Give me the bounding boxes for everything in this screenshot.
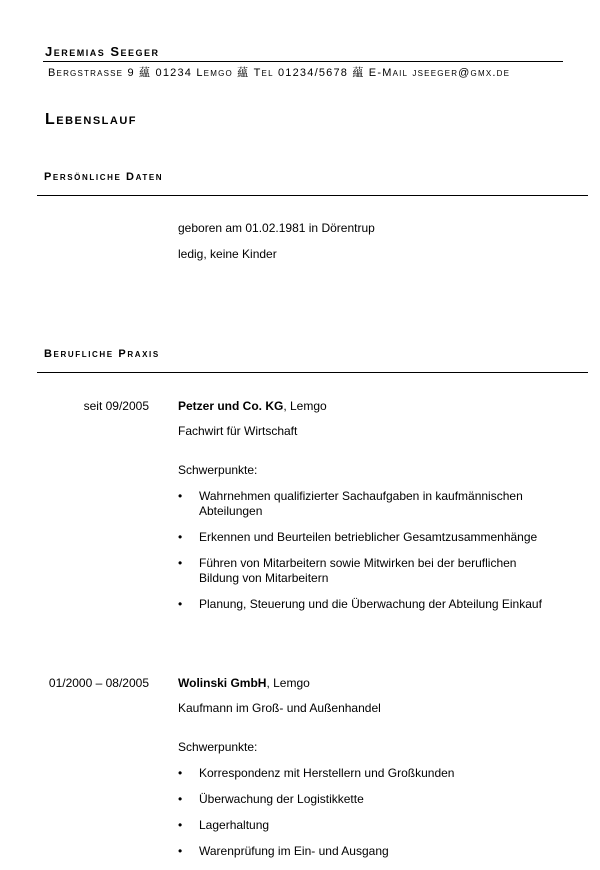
address-line: Bergstrasse 9 蘊 01234 Lemgo 蘊 Tel 01234/5678 蘊 E-Mail jseeger@gmx.de <box>48 67 511 79</box>
focus-list <box>178 489 551 623</box>
list-item: • Führen von Mitarbeitern sowie Mitwirken bei der beruflichen Bildung von Mitarbeitern <box>178 556 551 586</box>
job-employer <box>178 676 310 690</box>
header-name: Jeremias Seeger <box>45 44 160 59</box>
job-date: 01/2000 – 08/2005 <box>48 676 149 690</box>
family-status: ledig, keine Kinder <box>178 247 277 261</box>
header-divider <box>43 61 563 62</box>
list-item: • Überwachung der Logistikkette <box>178 792 551 807</box>
list-item: • Erkennen und Beurteilen betrieblicher Gesamtzusammenhänge <box>178 530 551 545</box>
focus-label: Schwerpunkte: <box>178 463 258 477</box>
job-company: Wolinski GmbH <box>178 676 267 690</box>
job-location: , Lemgo <box>283 399 327 413</box>
job-company: Petzer und Co. KG <box>178 399 284 413</box>
section-divider <box>37 195 588 196</box>
job-employer <box>178 399 327 413</box>
section-heading-experience: Berufliche Praxis <box>44 348 160 360</box>
job-location: , Lemgo <box>266 676 310 690</box>
section-divider <box>37 372 588 373</box>
birth-info: geboren am 01.02.1981 in Dörentrup <box>178 221 375 235</box>
list-item: • Lagerhaltung <box>178 818 551 833</box>
focus-label: Schwerpunkte: <box>178 740 258 754</box>
list-item: • Korrespondenz mit Herstellern und Großkunden <box>178 766 551 781</box>
list-item: • Planung, Steuerung und die Überwachung der Abteilung Einkauf <box>178 597 551 612</box>
job-role: Kaufmann im Groß- und Außenhandel <box>178 701 381 715</box>
job-role: Fachwirt für Wirtschaft <box>178 424 298 438</box>
section-heading-personal: Persönliche Daten <box>44 171 164 183</box>
job-date: seit 09/2005 <box>83 399 149 413</box>
focus-list <box>178 766 551 870</box>
list-item: • Wahrnehmen qualifizierter Sachaufgaben in kaufmännischen Abteilungen <box>178 489 551 519</box>
document-title: Lebenslauf <box>45 111 137 128</box>
list-item: • Warenprüfung im Ein- und Ausgang <box>178 844 551 859</box>
